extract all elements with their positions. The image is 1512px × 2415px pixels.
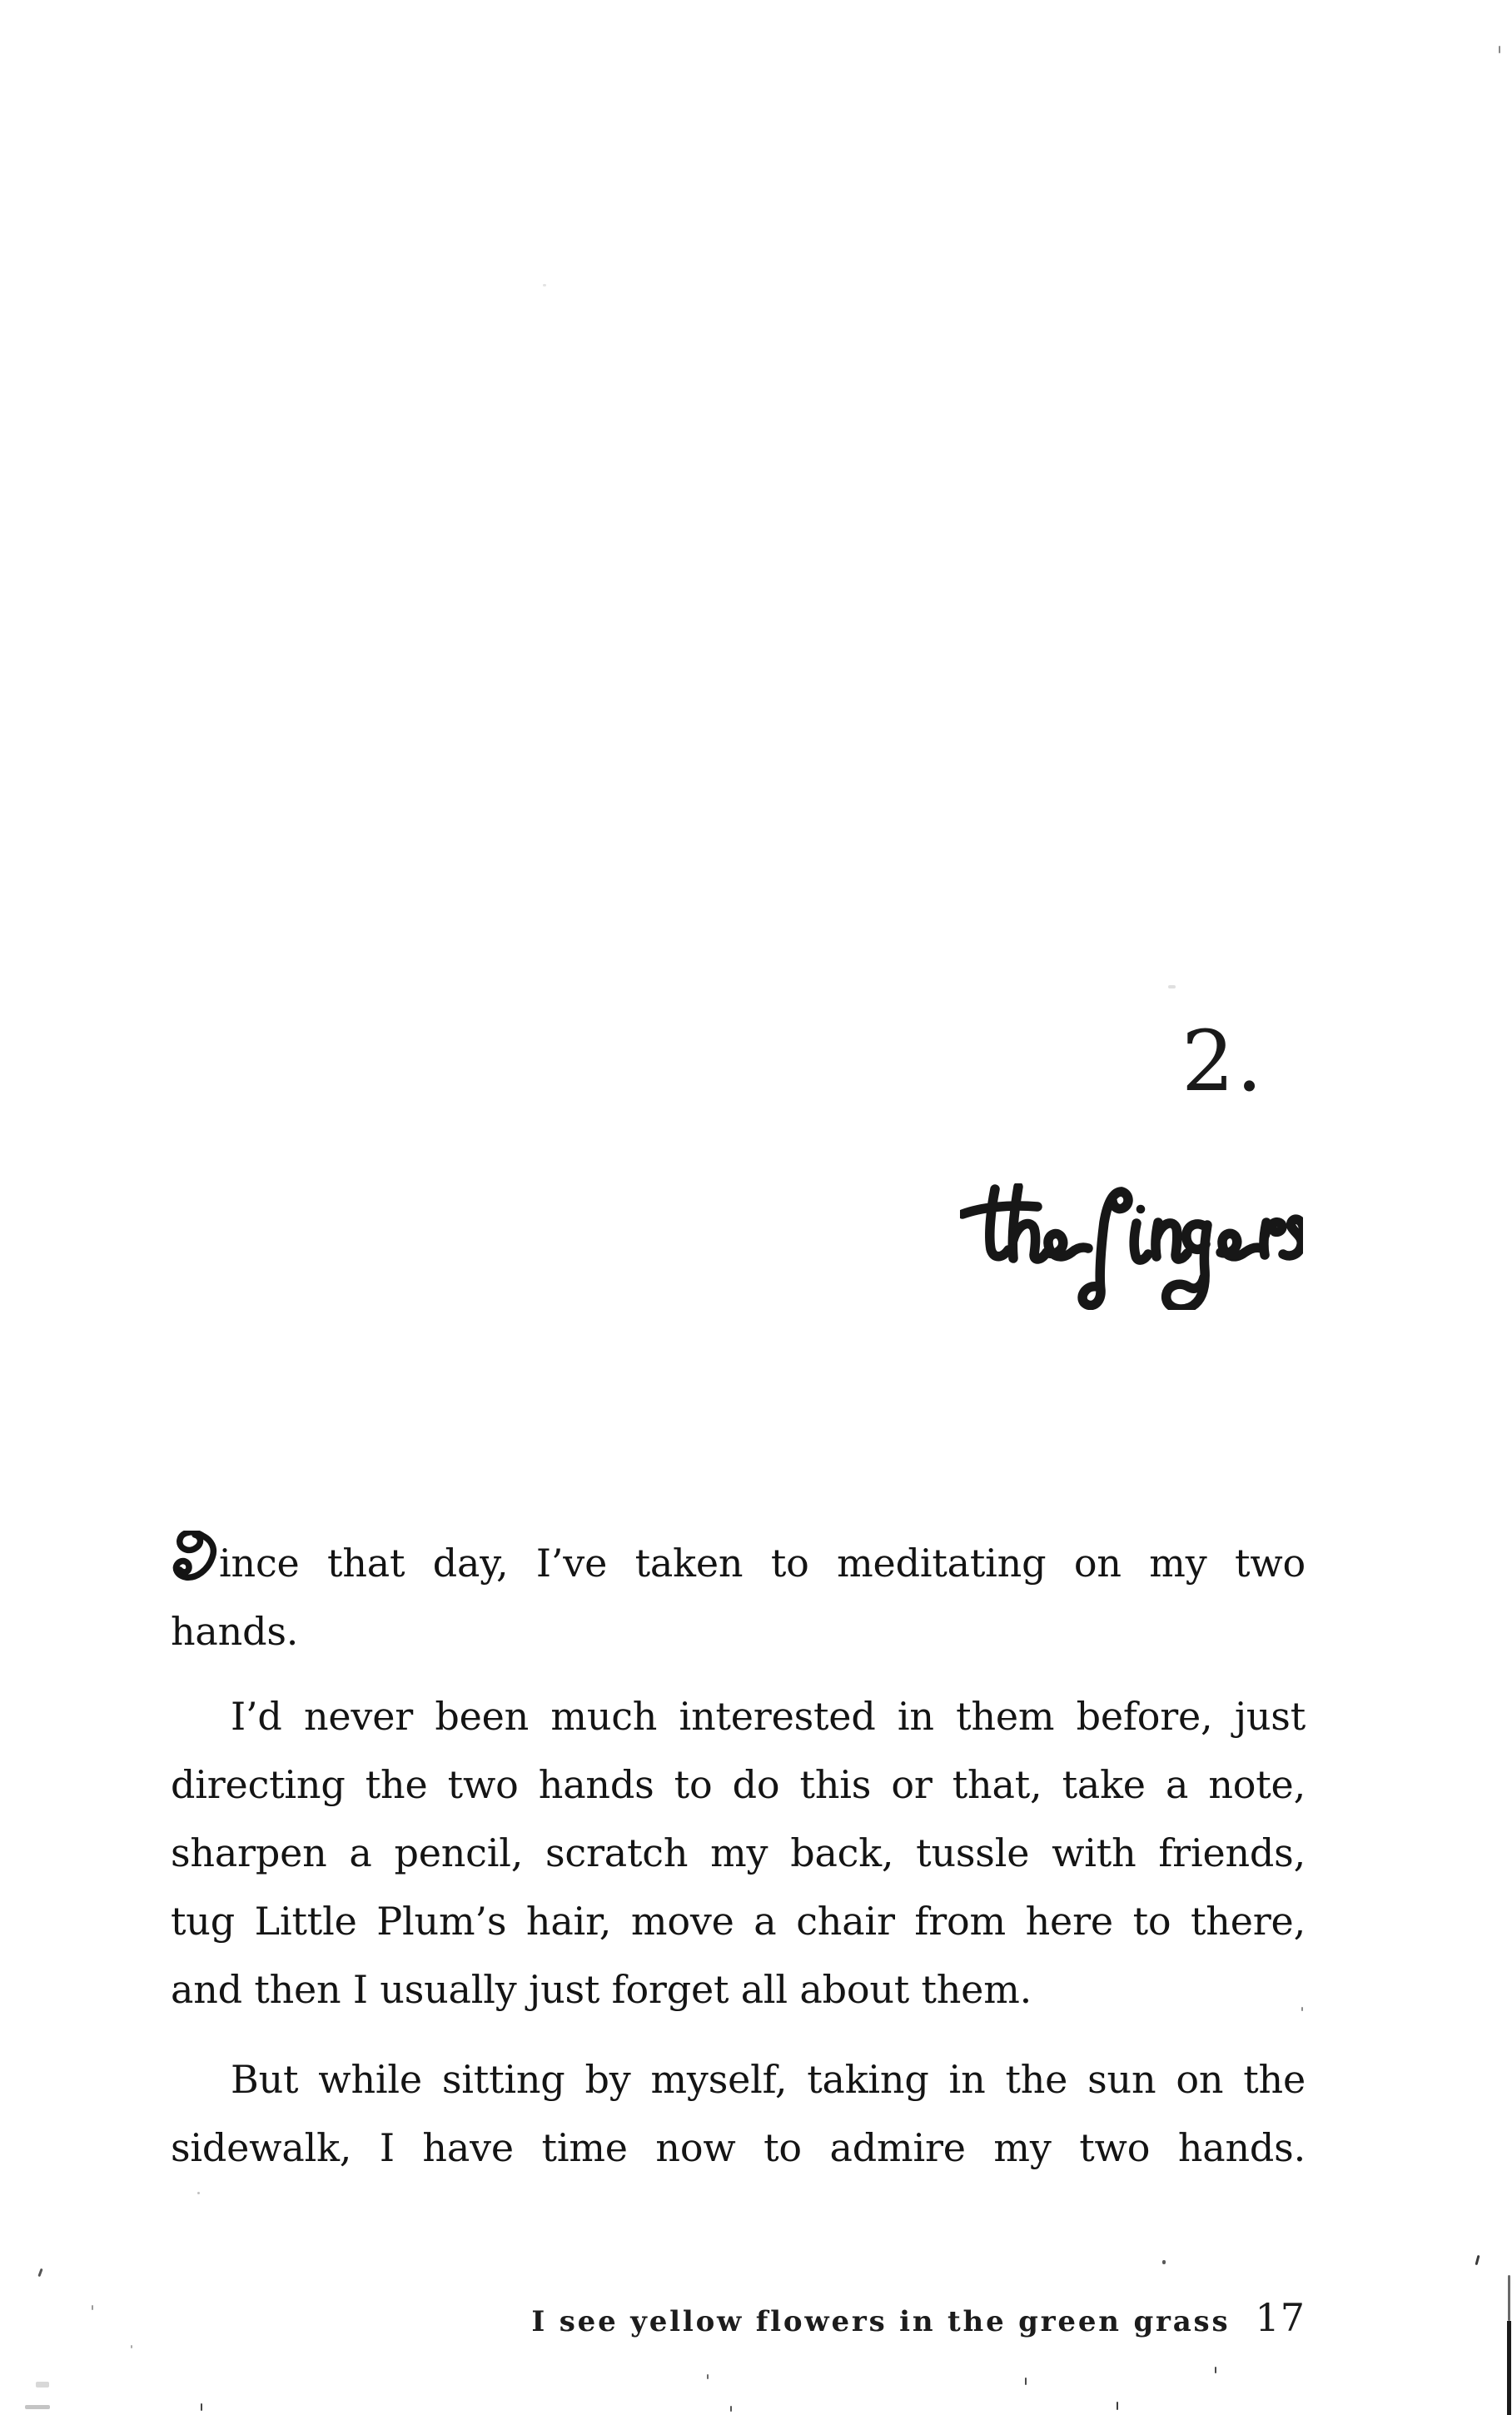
text-line: But while sitting by myself, taking in the sun on the [231,2057,1306,2102]
scan-smudge [1168,985,1176,988]
scan-edge-line [1507,2321,1511,2415]
text-line: hands. [171,1609,299,1654]
text-line: I’d never been much interested in them before, just [231,1694,1306,1739]
scan-speck [1301,2007,1303,2011]
scan-speck [730,2406,732,2412]
text-line: sharpen a pencil, scratch my back, tussle with friends, [171,1830,1306,1875]
running-title: I see yellow flowers in the green grass [531,2305,1231,2338]
scan-speck [1025,2378,1027,2385]
scan-speck [707,2374,709,2379]
scan-speck [1499,46,1500,53]
chapter-title-script [960,1183,1303,1310]
scan-speck [37,2268,42,2277]
paragraph [171,1529,1306,1666]
drop-cap-drawing [171,1531,217,1582]
scan-speck [1162,2260,1166,2264]
body-text-block [171,1529,1306,2182]
paragraph [171,1682,1306,2024]
text-line: and then I usually just forget all about them. [171,1967,1032,2012]
scan-speck [1215,2367,1216,2373]
drop-cap-script-s [171,1531,217,1582]
scan-speck [201,2403,202,2411]
text-line: directing the two hands to do this or that, take a note, [171,1762,1306,1807]
scan-speck [197,2192,200,2194]
scan-speck [131,2345,132,2348]
scan-smudge [25,2405,50,2409]
paragraph [171,2045,1306,2182]
scan-speck [1475,2255,1480,2265]
text-line-content: ince that day, I’ve taken to meditating on my two [219,1541,1306,1586]
scan-speck [92,2305,93,2310]
page-number: 17 [1255,2295,1306,2340]
scan-smudge [36,2382,49,2388]
text-line: tug Little Plum’s hair, move a chair from here to there, [171,1899,1306,1944]
text-line [171,1529,1306,1597]
chapter-number: 2. [1181,1013,1265,1110]
page-footer [531,2295,1306,2340]
cursive-title-drawing [960,1183,1303,1310]
text-line: sidewalk, I have time now to admire my two hands. [171,2125,1306,2170]
scan-edge-line [1508,2275,1510,2321]
scan-smudge [543,284,546,286]
scan-speck [1117,2402,1118,2410]
